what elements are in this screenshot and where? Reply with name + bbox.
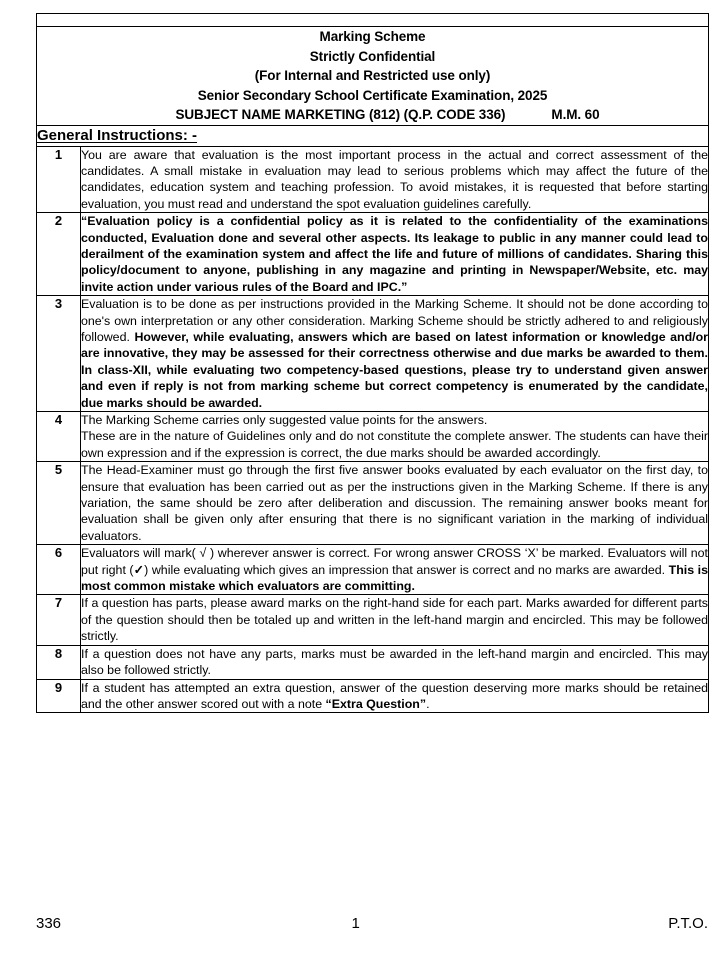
instruction-paragraph	[81, 680, 708, 713]
instruction-row	[37, 595, 709, 645]
instruction-row	[37, 213, 709, 296]
instruction-body	[81, 679, 709, 713]
marking-scheme-table	[36, 13, 709, 713]
section-title: General Instructions: -	[37, 126, 198, 144]
instruction-body	[81, 213, 709, 296]
footer-pto: P.T.O.	[668, 915, 708, 932]
instruction-number: 6	[37, 545, 81, 595]
instruction-row	[37, 412, 709, 462]
check-mark-thin-icon: √	[199, 546, 207, 561]
instruction-part-two: ) wherever answer is correct. For wrong answer CROSS ‘X’ be marked. Evaluators will not put right (	[81, 546, 708, 577]
instruction-row	[37, 146, 709, 213]
instruction-row	[37, 462, 709, 545]
page-footer	[36, 915, 708, 933]
header-line-internal-use: (For Internal and Restricted use only)	[254, 68, 491, 83]
instruction-paragraph: You are aware that evaluation is the most important process in the actual and correct assessment of the candidates. A small mistake in evaluation may lead to serious problems which may affect the future of the candidates, education system and teaching profession. To avoid mistakes, it is requested that before starting evaluation, you must read and understand the spot evaluation guidelines carefully.	[81, 147, 708, 211]
max-marks: M.M. 60	[551, 107, 600, 122]
instruction-number: 8	[37, 645, 81, 679]
instruction-part-one: Evaluators will mark(	[81, 546, 200, 561]
instruction-body	[81, 296, 709, 412]
header-line-examination: Senior Secondary School Certificate Examination, 2025	[197, 87, 548, 103]
instruction-row	[37, 679, 709, 713]
instruction-row	[37, 545, 709, 595]
instruction-number: 3	[37, 296, 81, 412]
instruction-paragraph: The Marking Scheme carries only suggested value points for the answers.	[81, 413, 488, 427]
instruction-lead-text: Evaluation is to be done as per instructions provided in the Marking Scheme. It should not be done according to one's own interpretation or any other consideration. Marking Scheme should be strictly adhered to and religiously followed.	[81, 297, 708, 344]
table-top-strip-row	[37, 14, 709, 27]
instruction-row	[37, 645, 709, 679]
instruction-tail-text: .	[426, 696, 430, 711]
instruction-body	[81, 545, 709, 595]
header-row	[37, 27, 709, 126]
check-mark-bold-icon: ✓	[133, 562, 145, 577]
header-subject-row	[37, 105, 708, 125]
instruction-number: 5	[37, 462, 81, 545]
instruction-lead-text: If a student has attempted an extra question, answer of the question deserving more marks should be retained and the other answer scored out with a note	[81, 680, 708, 711]
instruction-number: 7	[37, 595, 81, 645]
instruction-paragraph: These are in the nature of Guidelines only and do not constitute the complete answer. The students can have their own expression and if the expression is correct, the due marks should be awarded accordingly.	[81, 429, 708, 460]
instruction-row	[37, 296, 709, 412]
instruction-bold-tail: This is most common mistake which evaluators are committing.	[81, 562, 708, 594]
instruction-paragraph	[81, 296, 708, 411]
instruction-number: 1	[37, 146, 81, 213]
footer-page-number: 1	[351, 915, 360, 932]
instruction-body	[81, 462, 709, 545]
instruction-body	[81, 146, 709, 213]
instruction-paragraph: The Head-Examiner must go through the first five answer books evaluated by each evaluator on the first day, to ensure that evaluation has been carried out as per the instructions given in the Marking Scheme. If there is any variation, the same should be zero after deliberation and discussion. The remaining answer books meant for evaluation shall be given only after ensuring that there is no significant variation in the marking of individual evaluators.	[81, 463, 708, 543]
general-instructions-cell	[37, 125, 709, 146]
header-line-marking-scheme: Marking Scheme	[319, 29, 426, 44]
instruction-paragraph: If a question does not have any parts, marks must be awarded in the left-hand margin and encircled. This may also be followed strictly.	[81, 646, 708, 678]
instruction-part-three: ) while evaluating which gives an impression that answer is correct and no marks are awarded.	[144, 562, 669, 577]
instruction-body	[81, 645, 709, 679]
instruction-body	[81, 595, 709, 645]
instruction-number: 9	[37, 679, 81, 713]
instruction-paragraph	[81, 545, 708, 594]
instruction-bold-text: “Extra Question”	[325, 696, 427, 711]
footer-code: 336	[36, 915, 62, 932]
instruction-paragraph: “Evaluation policy is a confidential policy as it is related to the confidentiality of the examinations conducted, Evaluation done and several other aspects. Its leakage to public in any manner could lead to derailment of the examination system and affect the life and future of millions of candidates. Sharing this policy/document to anyone, publishing in any magazine and printing in Newspaper/Website, etc. may invite action under various rules of the Board and IPC.”	[81, 214, 708, 294]
document-header	[37, 27, 709, 126]
general-instructions-row	[37, 125, 709, 146]
instruction-bold-text: However, while evaluating, answers which are based on latest information or knowledge and/or are innovative, they may be assessed for their correctness otherwise and due marks be awarded to them. In class-XII, while evaluating two competency-based questions, please try to understand given answer and even if reply is not from marking scheme but correct competency is enumerated by the candidate, due marks should be awarded.	[81, 329, 708, 410]
header-line-strictly-confidential: Strictly Confidential	[309, 48, 436, 64]
instruction-number: 4	[37, 412, 81, 462]
table-top-strip-cell	[37, 14, 709, 27]
instruction-number: 2	[37, 213, 81, 296]
instruction-body	[81, 412, 709, 462]
instruction-paragraph: If a question has parts, please award marks on the right-hand side for each part. Marks awarded for different parts of the question should then be totaled up and written in the left-hand margin and encircled. This may be followed strictly.	[81, 596, 708, 644]
subject-name-code: SUBJECT NAME MARKETING (812) (Q.P. CODE 336)	[175, 107, 506, 122]
